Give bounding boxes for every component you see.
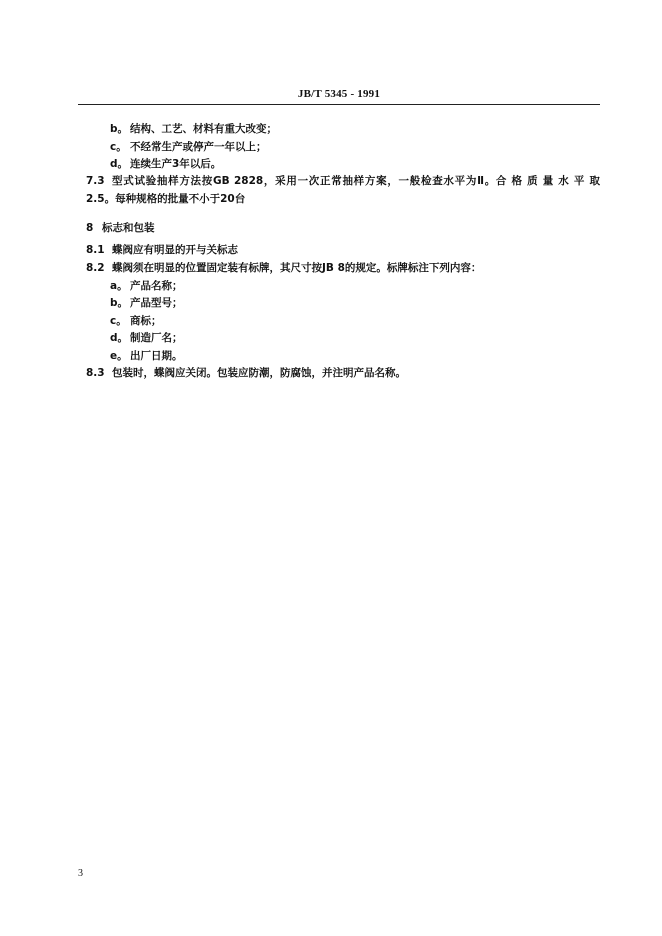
- clause-8-1-text: 蝶阀应有明显的开与关标志: [112, 244, 238, 256]
- item-b-text: 结构、工艺、材料有重大改变；: [130, 123, 277, 135]
- clause-7-3-line1: 型式试验抽样方法按GB 2828，采用一次正常抽样方案，一般检查水平为Ⅱ。合 格 质 量 水 平 取: [112, 175, 600, 187]
- item-d-label: d。: [110, 158, 129, 170]
- item-d-text: 连续生产3年以后。: [130, 158, 222, 170]
- clause-8-2-number: 8.2: [86, 262, 105, 274]
- list-item-a-label: a。: [110, 280, 128, 292]
- list-item-e-text: 出厂日期。: [130, 350, 183, 362]
- list-item-c-label: c。: [110, 315, 127, 327]
- page-number: 3: [78, 868, 83, 879]
- item-b-label: b。: [110, 123, 129, 135]
- list-item-b-text: 产品型号；: [130, 297, 183, 309]
- item-c-label: c。: [110, 141, 127, 153]
- list-item-a-text: 产品名称；: [130, 280, 183, 292]
- clause-8-3-number: 8.3: [86, 367, 105, 379]
- list-item-c-text: 商标；: [130, 315, 162, 327]
- clause-8-1-number: 8.1: [86, 244, 105, 256]
- item-c-text: 不经常生产或停产一年以上；: [130, 141, 267, 153]
- list-item-d-label: d。: [110, 332, 129, 344]
- clause-8-2-text: 蝶阀须在明显的位置固定装有标牌，其尺寸按JB 8的规定。标牌标注下列内容：: [112, 262, 482, 274]
- list-item-e-label: e。: [110, 350, 128, 362]
- section-8-number: 8: [86, 222, 94, 234]
- clause-7-3-line2: 2.5。每种规格的批量不小于20台: [86, 193, 246, 205]
- clause-7-3-number: 7.3: [86, 175, 105, 187]
- list-item-b-label: b。: [110, 297, 129, 309]
- document-header: JB/T 5345 - 1991: [297, 88, 381, 100]
- clause-8-3-text: 包装时，蝶阀应关闭。包装应防潮，防腐蚀，并注明产品名称。: [112, 367, 406, 379]
- list-item-d-text: 制造厂名；: [130, 332, 183, 344]
- section-8-title: 标志和包装: [102, 222, 155, 234]
- header-rule: [78, 104, 600, 105]
